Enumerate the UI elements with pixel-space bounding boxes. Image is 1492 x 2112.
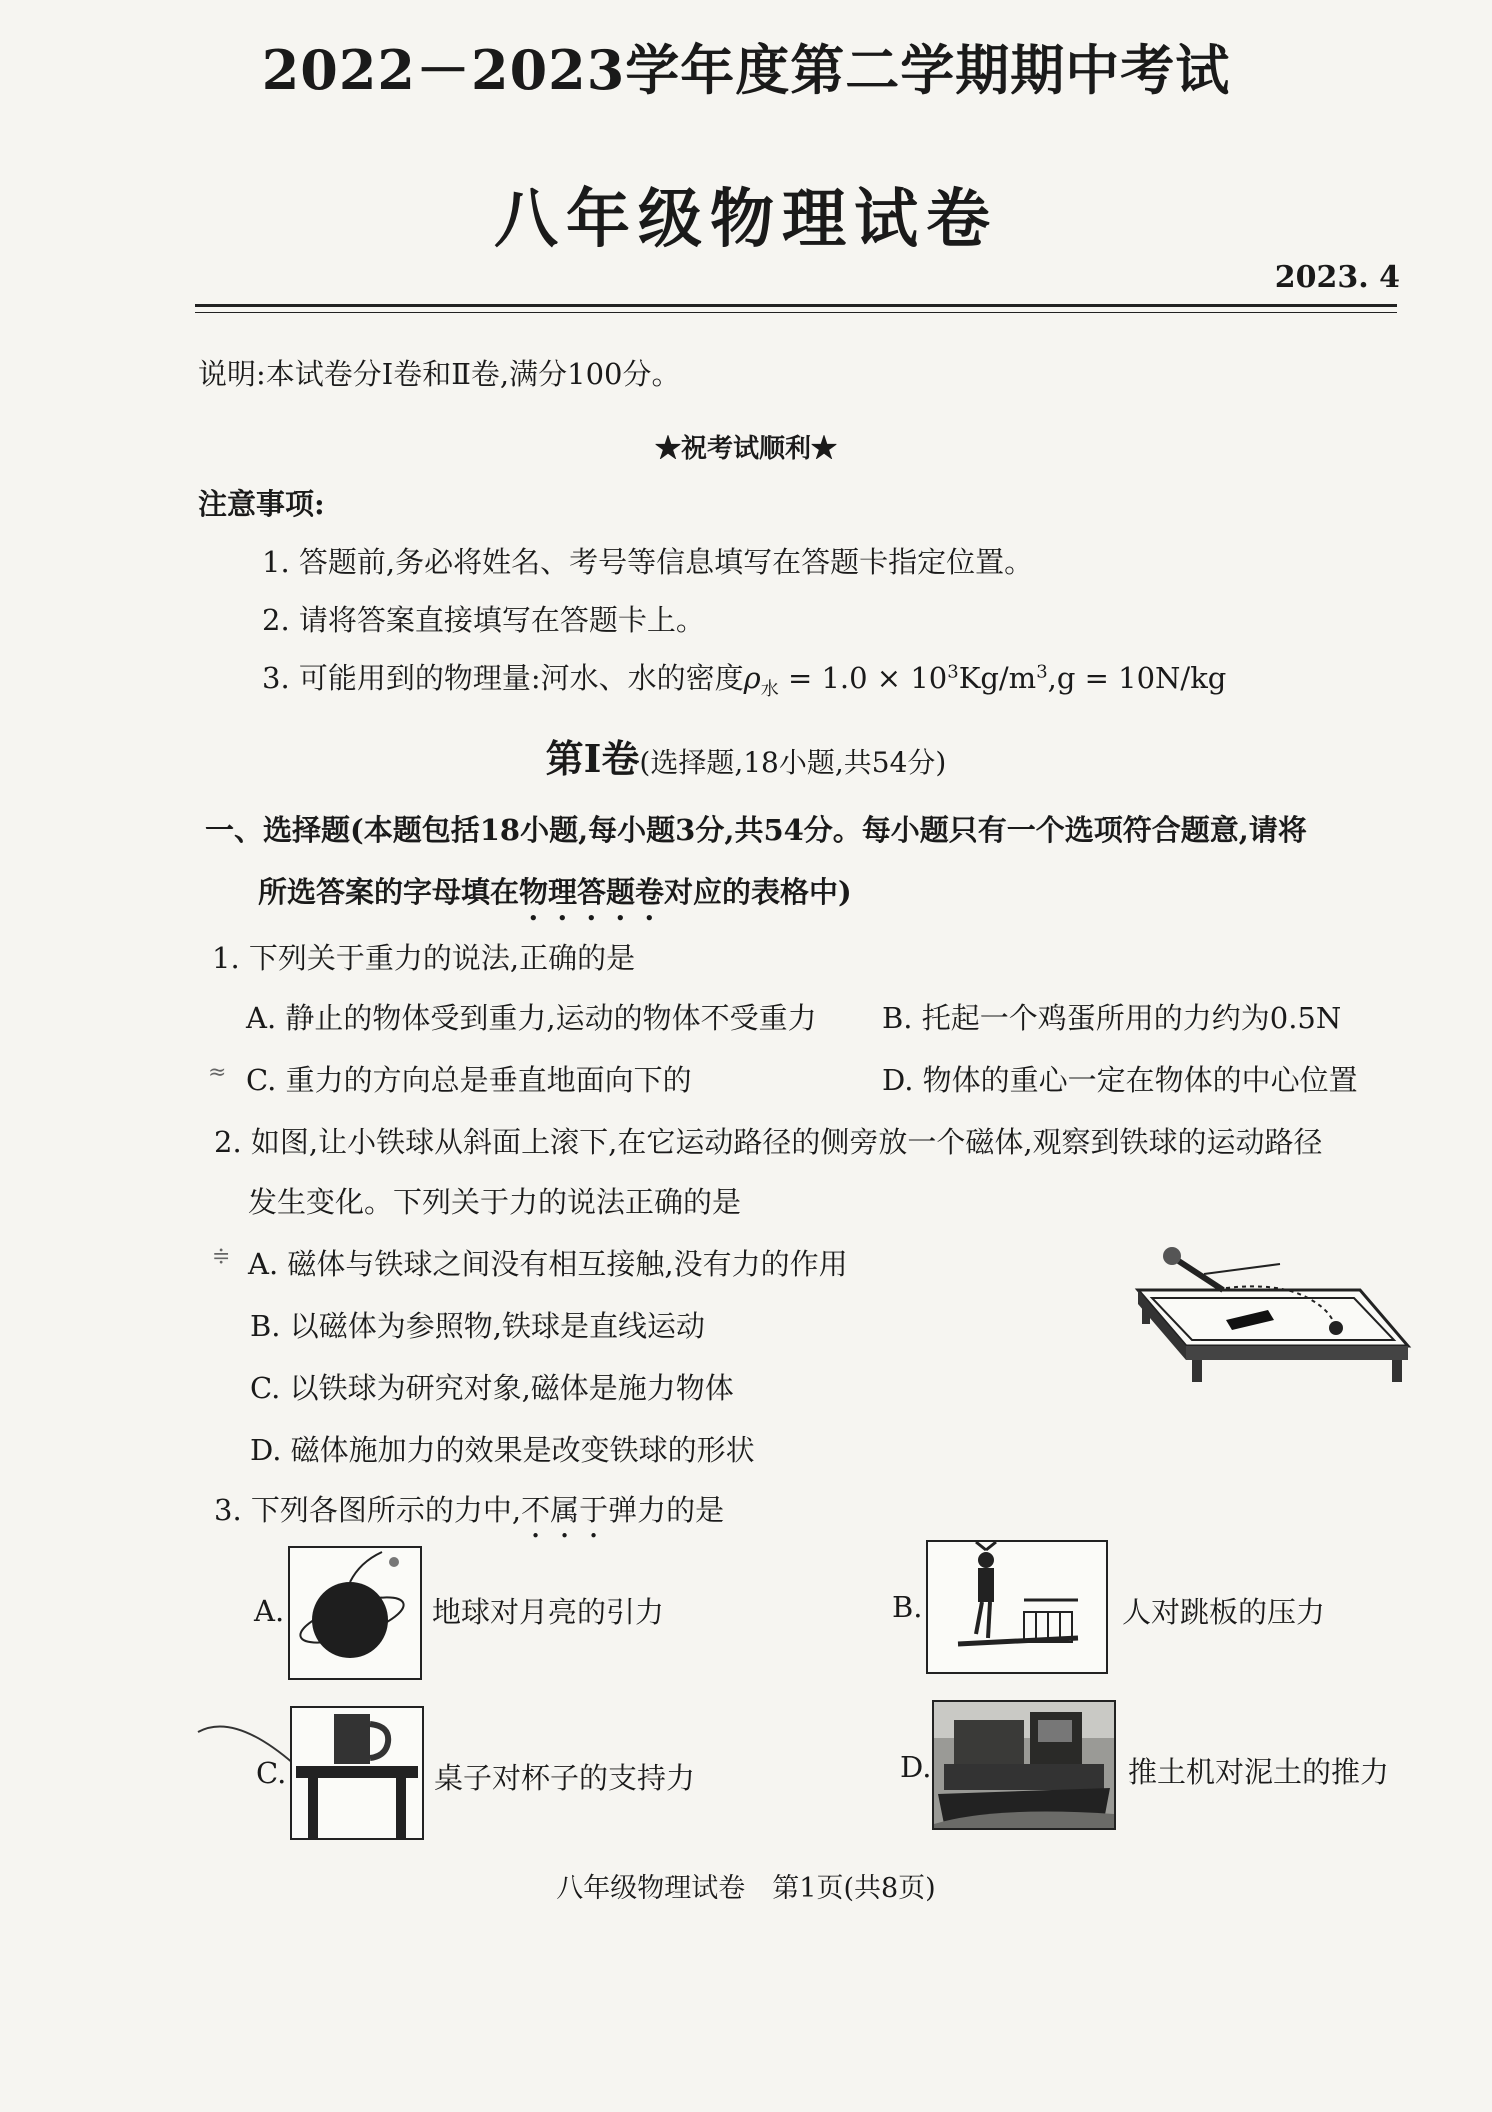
- gravity-constant: ,g = 10N/kg: [1047, 661, 1227, 695]
- notice-item-3: 3. 可能用到的物理量:河水、水的密度$\rho_水 = 1.0 \times 10^3Kg/m^3,g = 10N/kg$: [262, 661, 1227, 700]
- notice-item-2: 2. 请将答案直接填写在答题卡上。: [262, 603, 705, 637]
- q3-option-a-text: 地球对月亮的引力: [432, 1595, 665, 1629]
- q1-option-a: A. 静止的物体受到重力,运动的物体不受重力: [246, 1001, 817, 1035]
- pen-stroke-mark: [194, 1712, 304, 1772]
- q3-option-d-text: 推土机对泥土的推力: [1128, 1755, 1390, 1789]
- good-luck-line: ★祝考试顺利★: [654, 434, 837, 464]
- q3-image-earth-moon: [288, 1546, 422, 1680]
- header-rule-thick: [195, 304, 1397, 307]
- q2-stem-line1: 2. 如图,让小铁球从斜面上滚下,在它运动路径的侧旁放一个磁体,观察到铁球的运动路径: [214, 1125, 1323, 1159]
- q3-image-bulldozer: [932, 1700, 1116, 1830]
- section-instructions-line1: 一、选择题(本题包括18小题,每小题3分,共54分。每小题只有一个选项符合题意,请将: [205, 813, 1307, 847]
- density-formula: ρ: [743, 661, 761, 695]
- q3-option-b-letter: B.: [892, 1590, 923, 1624]
- q3-stem: 3. 下列各图所示的力中,不属于弹力的是: [214, 1493, 725, 1527]
- q1-option-b: B. 托起一个鸡蛋所用的力约为0.5N: [882, 1001, 1342, 1035]
- incline-magnet-figure: [1108, 1228, 1418, 1408]
- q1-option-d: D. 物体的重心一定在物体的中心位置: [882, 1063, 1358, 1097]
- section-instructions-line2: 所选答案的字母填在物理答题卷对应的表格中): [258, 875, 852, 909]
- q2-option-c: C. 以铁球为研究对象,磁体是施力物体: [250, 1371, 734, 1405]
- q2-option-d: D. 磁体施加力的效果是改变铁球的形状: [250, 1433, 755, 1467]
- q2-option-b: B. 以磁体为参照物,铁球是直线运动: [250, 1309, 705, 1343]
- exam-title-line2: 八年级物理试卷: [494, 182, 998, 257]
- scribble-mark-2: ≑: [212, 1244, 231, 1269]
- notice-heading: 注意事项:: [198, 487, 325, 521]
- q3-option-d-letter: D.: [900, 1750, 932, 1784]
- q3-image-table-cup: [290, 1706, 424, 1840]
- q3-option-c-letter: C.: [256, 1756, 287, 1790]
- q1-stem: 1. 下列关于重力的说法,正确的是: [212, 941, 636, 975]
- section-title: 第Ⅰ卷(选择题,18小题,共54分): [545, 736, 947, 781]
- exam-date: 2023. 4: [1274, 260, 1400, 295]
- q3-image-diving-board: [926, 1540, 1108, 1674]
- q3-option-a-letter: A.: [254, 1594, 285, 1628]
- notice-item-1: 1. 答题前,务必将姓名、考号等信息填写在答题卡指定位置。: [262, 545, 1034, 579]
- q3-option-b-text: 人对跳板的压力: [1122, 1595, 1326, 1629]
- q2-stem-line2: 发生变化。下列关于力的说法正确的是: [248, 1185, 742, 1219]
- exam-note: 说明:本试卷分Ⅰ卷和Ⅱ卷,满分100分。: [198, 357, 681, 391]
- header-rule-thin: [195, 312, 1397, 313]
- exam-title-line1: 2022－2023学年度第二学期期中考试: [261, 38, 1231, 102]
- scribble-mark: ≈: [208, 1060, 227, 1085]
- q2-option-a: A. 磁体与铁球之间没有相互接触,没有力的作用: [248, 1247, 848, 1281]
- q3-option-c-text: 桌子对杯子的支持力: [434, 1761, 696, 1795]
- q1-option-c: C. 重力的方向总是垂直地面向下的: [246, 1063, 692, 1097]
- page-footer: 八年级物理试卷 第1页(共8页): [556, 1873, 936, 1904]
